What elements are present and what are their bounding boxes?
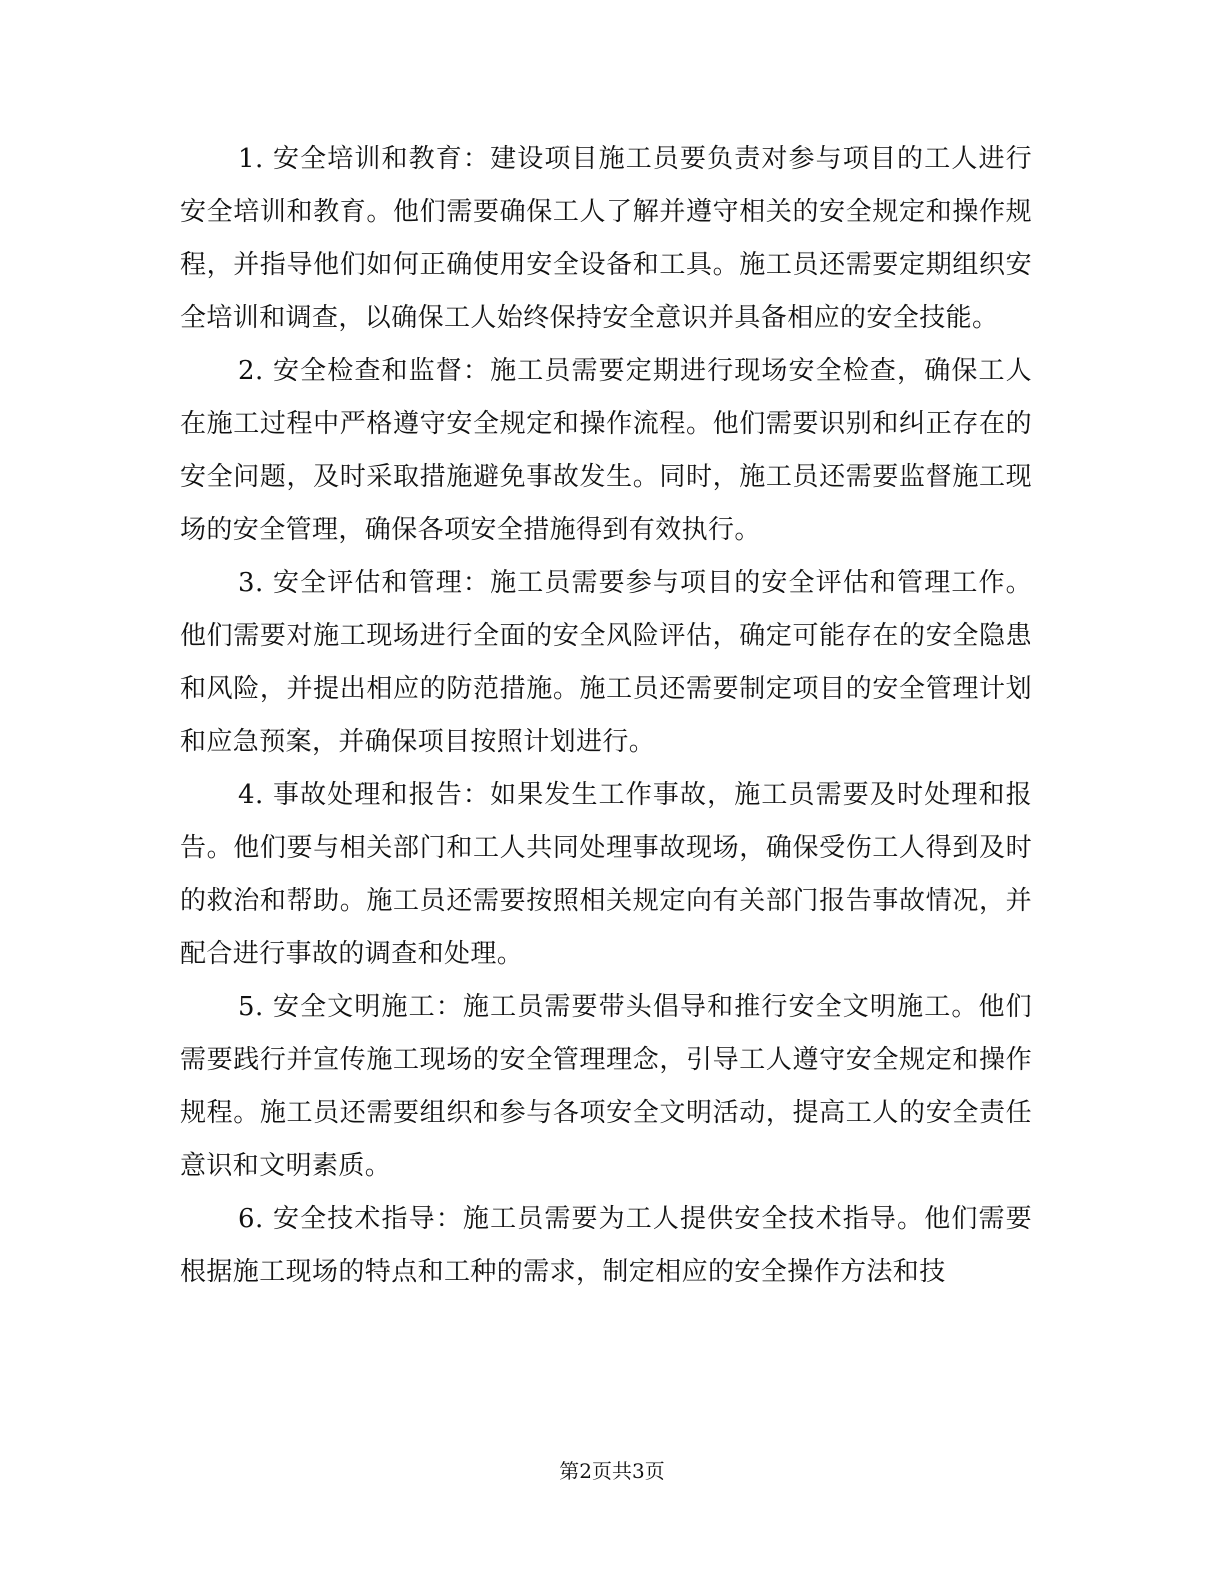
document-body (180, 133, 1032, 1299)
paragraph-4: 4. 事故处理和报告：如果发生工作事故，施工员需要及时处理和报告。他们要与相关部门和工人共同处理事故现场，确保受伤工人得到及时的救治和帮助。施工员还需要按照相关规定向有关部门报告事故情况，并配合进行事故的调查和处理。 (180, 780, 1032, 969)
paragraph-2: 2. 安全检查和监督：施工员需要定期进行现场安全检查，确保工人在施工过程中严格遵守安全规定和操作流程。他们需要识别和纠正存在的安全问题，及时采取措施避免事故发生。同时，施工员还需要监督施工现场的安全管理，确保各项安全措施得到有效执行。 (180, 356, 1032, 545)
paragraph-6: 6. 安全技术指导：施工员需要为工人提供安全技术指导。他们需要根据施工现场的特点和工种的需求，制定相应的安全操作方法和技 (180, 1204, 1032, 1287)
paragraph-3: 3. 安全评估和管理：施工员需要参与项目的安全评估和管理工作。他们需要对施工现场进行全面的安全风险评估，确定可能存在的安全隐患和风险，并提出相应的防范措施。施工员还需要制定项目的安全管理计划和应急预案，并确保项目按照计划进行。 (180, 568, 1032, 757)
page-number-footer: 第2页共3页 (559, 1459, 665, 1483)
paragraph-5: 5. 安全文明施工：施工员需要带头倡导和推行安全文明施工。他们需要践行并宣传施工现场的安全管理理念，引导工人遵守安全规定和操作规程。施工员还需要组织和参与各项安全文明活动，提高工人的安全责任意识和文明素质。 (180, 992, 1032, 1181)
paragraph-1: 1. 安全培训和教育：建设项目施工员要负责对参与项目的工人进行安全培训和教育。他们需要确保工人了解并遵守相关的安全规定和操作规程，并指导他们如何正确使用安全设备和工具。施工员还需要定期组织安全培训和调查，以确保工人始终保持安全意识并具备相应的安全技能。 (180, 144, 1032, 333)
